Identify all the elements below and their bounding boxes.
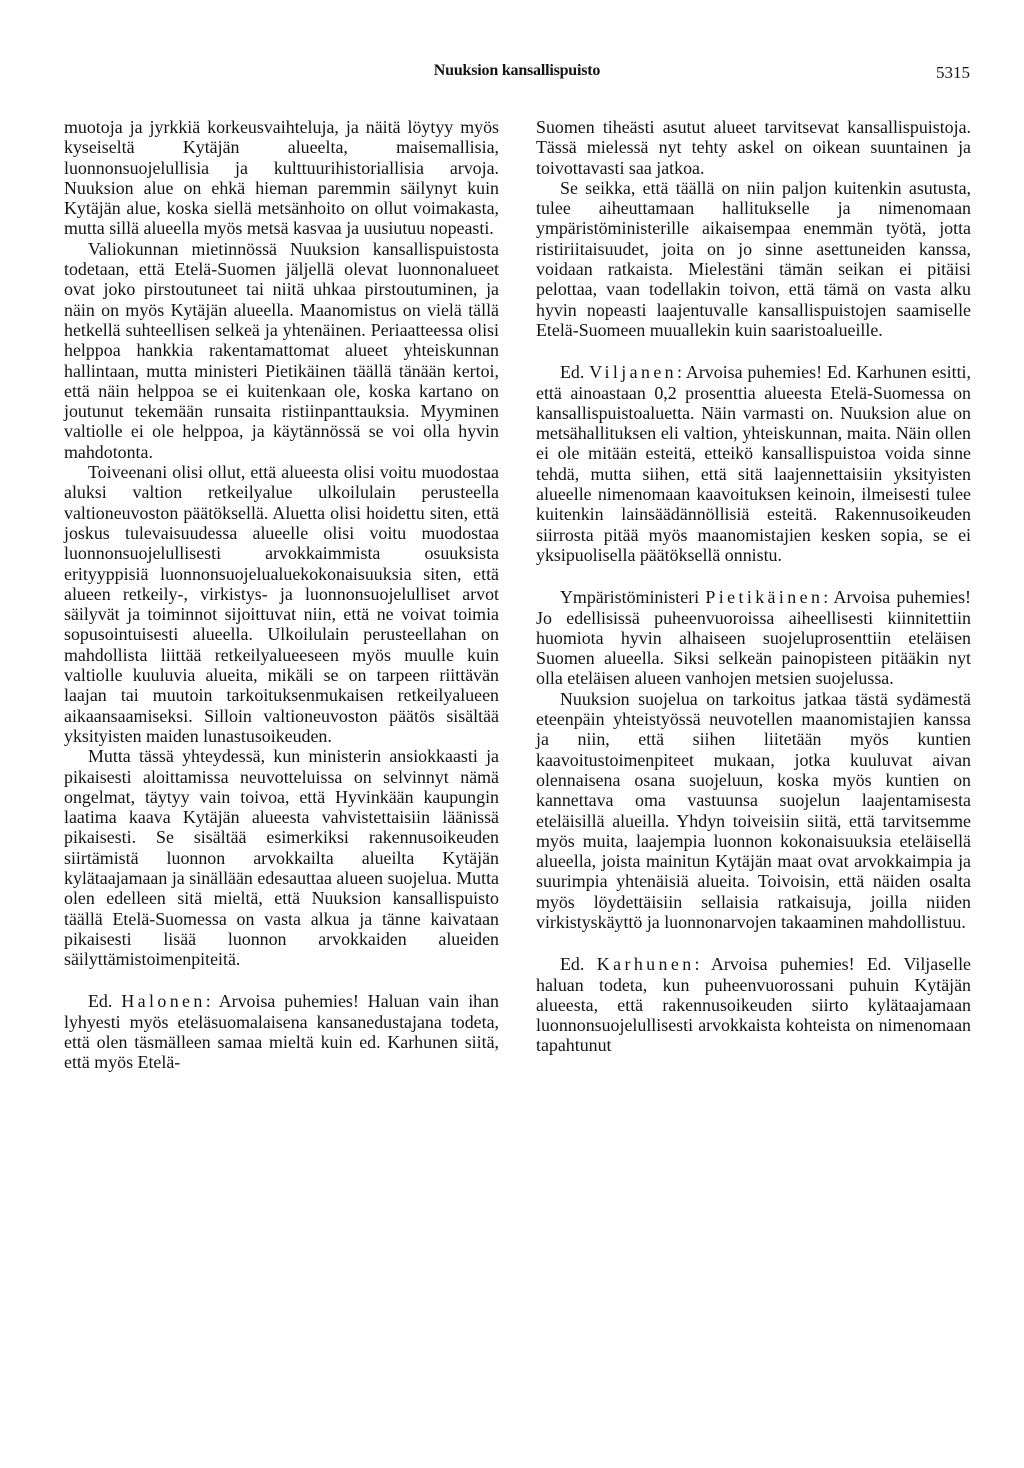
page-header: [64, 62, 970, 86]
paragraph: Toiveenani olisi ollut, että alueesta olisi voitu muodostaa aluksi valtion retkeilyalue ulkoilulain perusteella valtioneuvoston päätöksellä. Aluetta olisi hoidettu siten, että joskus tulevaisuudessa alueelle olisi voitu muodostaa luonnonsuojelullisesti arvokkaimmista osuuksista erityyppisiä luonnonsuojelualuekokonaisuuksia siten, että alueen retkeily-, virkistys- ja luonnonsuojelulliset arvot säilyvät ja toiminnot sijoittuvat niin, että ne voivat toimia sopusointuisesti alueella. Ulkoilulain perusteellahan on mahdollista liittää retkeilyalueeseen myös muulle kuin valtiolle kuuluvia alueita, mikäli se on tarpeen riittävän laajan tai muutoin tarkoituksenmukaisen retkeilyalueen aikaansaamiseksi. Silloin valtioneuvoston päätös sisältää yksityisten maiden lunastusoikeuden.: [64, 462, 499, 746]
paragraph: Se seikka, että täällä on niin paljon kuitenkin asutusta, tulee aiheuttamaan hallitukselle ja nimenomaan ympäristöministerille aikaisempaa enemmän työtä, jotta ristiriitaisuudet, joita on jo sinne asettuneiden kanssa, voidaan ratkaista. Mielestäni tämän seikan ei pitäisi pelottaa, vaan todellakin toivon, että tämä on vasta alku hyvin nopeasti laajentuvalle kansallispuistojen saamiselle Etelä-Suomeen muuallekin kuin saaristoalueille.: [536, 177, 971, 340]
paragraph: Suomen tiheästi asutut alueet tarvitsevat kansallispuistoja. Tässä mielessä nyt tehty askel on oikean suuntainen ja toivottavasti saa jatkoa.: [536, 117, 971, 178]
speech-text: : Arvoisa puhemies! Ed. Karhunen esitti, että ainoastaan 0,2 prosenttia alueesta Etelä-Suomessa on kansallispuistoaluetta. Näin varmasti on. Nuuksion alue on metsähallituksen eli valtion, yhteiskunnan, maita. Näin ollen ei ole mitään esteitä, etteikö kansallispuistoa voida sinne tehdä, mutta siihen, että sitä laajennettaisiin yksityisten alueelle nimenomaan kaavoituksen keinoin, ilmeisesti tulee kuitenkin lainsäädännöllisiä esteitä. Rakennusoikeuden siirrosta pitää myös maanomistajien kesken sopia, se ei yksipuolisella päätöksellä onnistu.: [536, 362, 971, 565]
speech-text: : Arvoisa puhemies! Haluan vain ihan lyhyesti myös eteläsuomalaisena kansanedustajana todeta, että olen täsmälleen samaa mieltä kuin ed. Karhunen siitä, että myös Etelä-: [64, 991, 500, 1073]
speech-paragraph: [536, 362, 971, 565]
speaker-name: Viljanen: [589, 362, 678, 383]
paragraph: Mutta tässä yhteydessä, kun ministerin ansiokkaasti ja pikaisesti aloittamissa neuvotteluissa on selvinnyt nämä ongelmat, täytyy vain toivoa, että Hyvinkään kaupungin laatima kaava Kytäjän alueesta vahvistettaisiin läänissä pikaisesti. Se sisältää esimerkiksi rakennusoikeuden siirtämistä luonnon arvokkailta alueilta Kytäjän kylätaajamaan ja sinällään edesauttaa alueen suojelua. Mutta olen edelleen sitä mieltä, että Nuuksion kansallispuisto täällä Etelä-Suomessa on vasta alkua ja tänne kaivataan pikaisesti lisää luonnon arvokkaiden alueiden säilyttämistoimenpiteitä.: [64, 746, 499, 970]
paragraph: muotoja ja jyrkkiä korkeusvaihteluja, ja näitä löytyy myös kyseiseltä Kytäjän alueelta, maisemallisia, luonnonsuojelullisia ja kulttuurihistoriallisia arvoja. Nuuksion alue on ehkä hieman paremmin säilynyt kuin Kytäjän alue, koska siellä metsänhoito on ollut voimakasta, mutta sillä alueella myös metsä kasvaa ja uusiutuu nopeasti.: [64, 117, 499, 239]
paragraph: Nuuksion suojelua on tarkoitus jatkaa tästä sydämestä eteenpäin yhteistyössä neuvotellen maanomistajien kanssa ja niin, että siihen liitetään myös kuntien kaavoitustoimenpiteet mukaan, jotka kuuluvat aivan olennaisena osana suojeluun, koska myös kuntien on kannettava oma vastuunsa suojelun laajentamisesta eteläisillä alueilla. Yhdyn toiveisiin siitä, että tarvitsemme myös muita, laajempia luonnon kokonaisuuksia eteläisellä alueella, joista mainitun Kytäjän maat ovat arvokkaimpia ja suurimpia yhtenäisiä alueita. Toivoisin, että näiden osalta myös löydettäisiin sellaisia ratkaisuja, joilla niiden virkistyskäyttö ja luonnonarvojen takaaminen mahdollistuu.: [536, 688, 971, 932]
speaker-name: Karhunen: [596, 954, 695, 975]
speaker-name: Halonen: [121, 991, 206, 1012]
left-column: [64, 117, 499, 1073]
paragraph-gap: [536, 932, 971, 954]
speech-text: : Arvoisa puhemies! Jo edellisissä puheenvuoroissa aiheellisesti kiinnitettiin huomiota hyvin alhaiseen suojeluprosenttiin eteläisen Suomen alueella. Siksi selkeän painopisteen pitääkin nyt olla eteläisen alueen vanhojen metsien suojelussa.: [536, 587, 971, 689]
right-column: [536, 117, 971, 1056]
speaker-prefix: Ympäristöministeri: [560, 587, 706, 608]
speech-paragraph: [536, 587, 971, 688]
paragraph-gap: [64, 969, 499, 991]
running-title: Nuuksion kansallispuisto: [433, 62, 601, 79]
speaker-prefix: Ed.: [560, 954, 597, 975]
speech-paragraph: [64, 991, 499, 1072]
paragraph-gap: [536, 565, 971, 587]
paragraph: Valiokunnan mietinnössä Nuuksion kansallispuistosta todetaan, että Etelä-Suomen jäljellä olevat luonnonalueet ovat joko pirstoutuneet tai niitä uhkaa pirstoutuminen, ja näin on myös Kytäjän alueella. Maanomistus on vielä tällä hetkellä suhteellisen selkeä ja yhtenäinen. Periaatteessa olisi helppoa hankkia rakentamattomat alueet yhteiskunnan hallintaan, mutta ministeri Pietikäinen täällä tänään kertoi, että näin helppoa se ei kuitenkaan ole, koska kartano on joutunut tekemään runsaita ristiinpanttauksia. Myyminen valtiolle ei ole helppoa, ja käytännössä se voi olla hyvin mahdotonta.: [64, 238, 499, 462]
speech-text: : Arvoisa puhemies! Ed. Viljaselle haluan todeta, kun puheenvuorossani puhuin Kytäjän alueesta, että rakennusoikeuden siirto kylätaajamaan luonnonsuojelullisesti arvokkaista kohteista on nimenomaan tapahtunut: [536, 954, 971, 1056]
page-number: 5315: [936, 63, 970, 82]
paragraph-gap: [536, 340, 971, 362]
speech-paragraph: [536, 954, 971, 1055]
speaker-prefix: Ed.: [88, 991, 122, 1012]
speaker-name: Pietikäinen: [705, 587, 824, 608]
speaker-prefix: Ed.: [560, 362, 590, 383]
